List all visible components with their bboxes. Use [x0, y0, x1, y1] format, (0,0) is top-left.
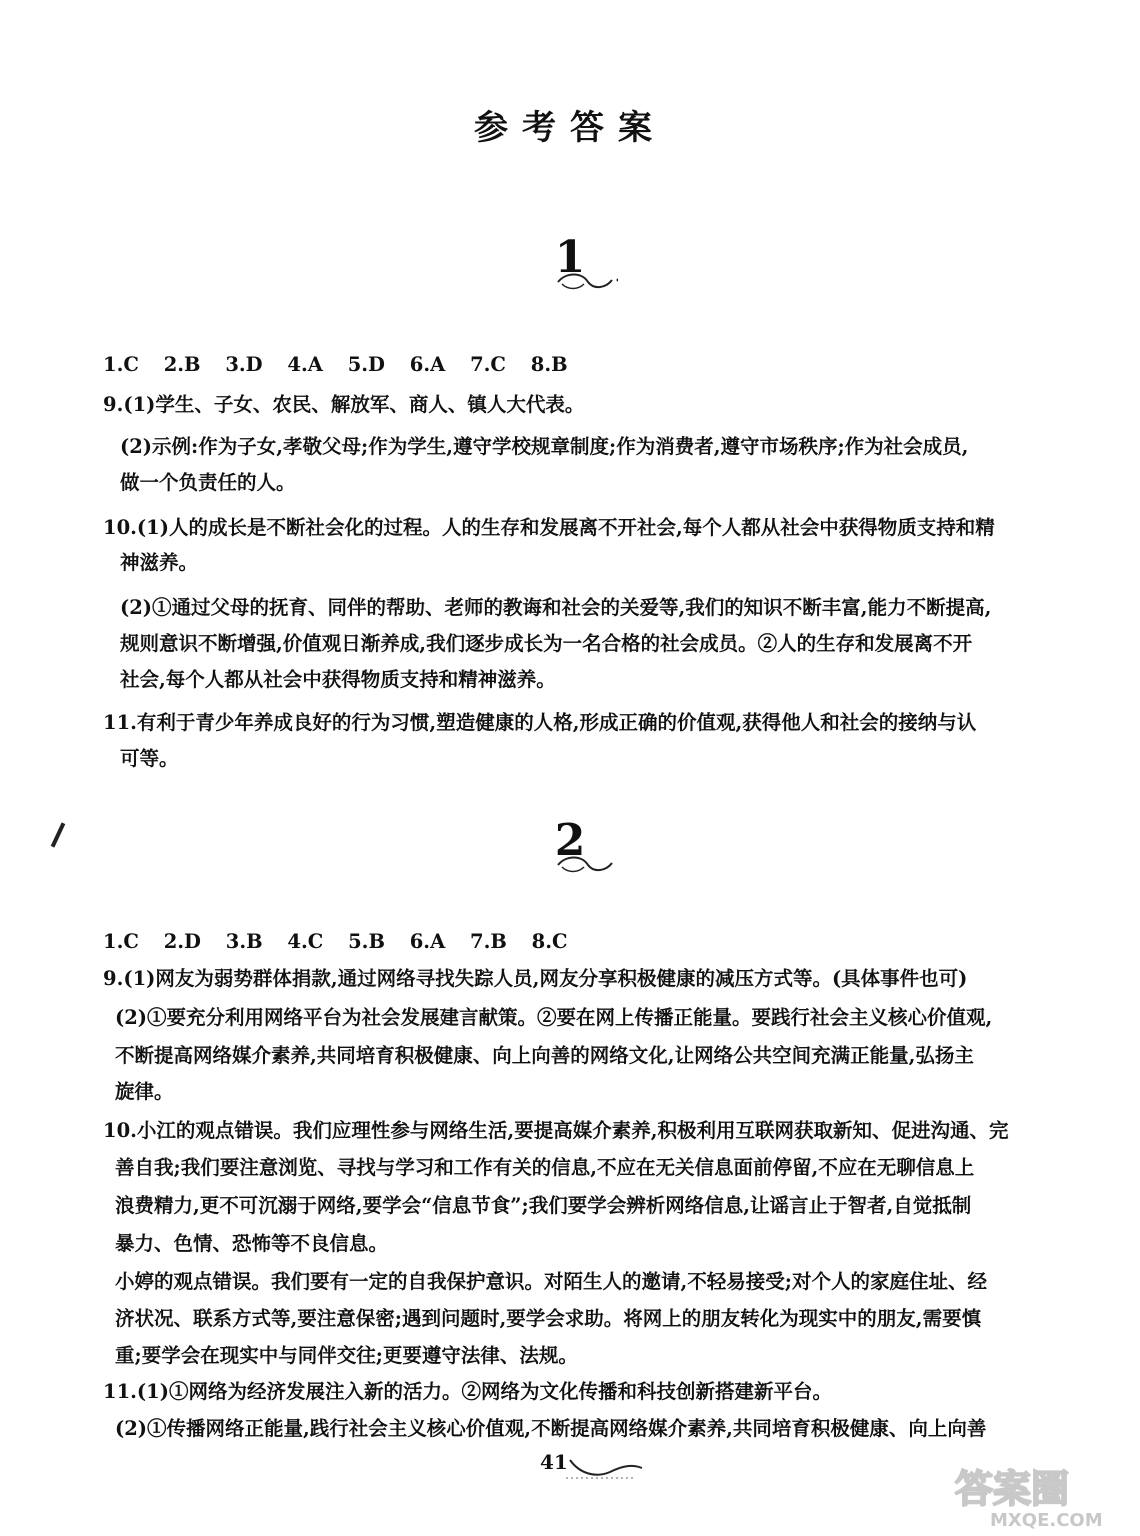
page-ornament-icon — [566, 1452, 646, 1482]
section-1-mcq-row — [103, 352, 586, 378]
answer-line: 暴力、色情、恐怖等不良信息。 — [115, 1232, 389, 1255]
answer-line: 做一个负责任的人。 — [120, 471, 296, 494]
answer-line: 11.(1)①网络为经济发展注入新的活力。②网络为文化传播和科技创新搭建新平台。 — [103, 1380, 832, 1403]
answer-line: 社会,每个人都从社会中获得物质支持和精神滋养。 — [120, 668, 556, 691]
mcq-answer: 8.B — [530, 353, 568, 376]
mcq-answer: 5.B — [348, 930, 385, 953]
answer-line: (2)示例:作为子女,孝敬父母;作为学生,遵守学校规章制度;作为消费者,遵守市场秩序;作为社会成员, — [120, 435, 969, 458]
answer-line: (2)①传播网络正能量,践行社会主义核心价值观,不断提高网络媒介素养,共同培育积极健康、向上向善 — [115, 1417, 987, 1440]
answer-line: (2)①通过父母的抚育、同伴的帮助、老师的教诲和社会的关爱等,我们的知识不断丰富,能力不断提高, — [120, 596, 992, 619]
answer-line: 济状况、联系方式等,要注意保密;遇到问题时,要学会求助。将网上的朋友转化为现实中的朋友,需要慎 — [115, 1307, 982, 1330]
mcq-answer: 2.B — [163, 353, 201, 376]
section-1-ornament-icon — [548, 270, 618, 292]
page-number: 41 — [540, 1450, 568, 1474]
mcq-answer: 1.C — [103, 353, 139, 376]
section-2-ornament-icon — [548, 853, 618, 875]
mcq-answer: 3.D — [225, 353, 263, 376]
mcq-answer: 6.A — [409, 353, 446, 376]
mcq-answer: 1.C — [103, 930, 139, 953]
svg-text:答案圈: 答案圈 — [955, 1467, 1070, 1511]
answer-line: 浪费精力,更不可沉溺于网络,要学会“信息节食”;我们要学会辨析网络信息,让谣言止于智者,自觉抵制 — [115, 1194, 972, 1217]
page-title: 参考答案 — [474, 108, 666, 148]
section-1-number: 1 — [554, 232, 586, 283]
watermark-logo-icon — [950, 1462, 1130, 1532]
svg-text:MXQE.COM: MXQE.COM — [990, 1510, 1103, 1531]
answer-line: 旋律。 — [115, 1080, 174, 1103]
answer-line: 不断提高网络媒介素养,共同培育积极健康、向上向善的网络文化,让网络公共空间充满正能量,弘扬主 — [115, 1044, 974, 1067]
mcq-answer: 8.C — [531, 930, 568, 953]
answer-line: 10.(1)人的成长是不断社会化的过程。人的生存和发展离不开社会,每个人都从社会中获得物质支持和精 — [103, 516, 995, 539]
mcq-answer: 5.D — [347, 353, 385, 376]
answer-line: 小婷的观点错误。我们要有一定的自我保护意识。对陌生人的邀请,不轻易接受;对个人的家庭住址、经 — [115, 1270, 987, 1293]
answer-line: 重;要学会在现实中与同伴交往;更要遵守法律、法规。 — [115, 1344, 578, 1367]
answer-line: 9.(1)网友为弱势群体捐款,通过网络寻找失踪人员,网友分享积极健康的减压方式等。(具体事件也可) — [103, 967, 968, 990]
answer-line: 可等。 — [120, 747, 179, 770]
answer-line: 9.(1)学生、子女、农民、解放军、商人、镇人大代表。 — [103, 393, 585, 416]
section-2-mcq-row — [103, 929, 586, 955]
answer-line: (2)①要充分利用网络平台为社会发展建言献策。②要在网上传播正能量。要践行社会主义核心价值观, — [115, 1006, 993, 1029]
answer-line: 善自我;我们要注意浏览、寻找与学习和工作有关的信息,不应在无关信息面前停留,不应在无聊信息上 — [115, 1156, 975, 1179]
mcq-answer: 7.B — [470, 930, 507, 953]
answer-line: 11.有利于青少年养成良好的行为习惯,塑造健康的人格,形成正确的价值观,获得他人和社会的接纳与认 — [103, 711, 977, 734]
answer-line: 规则意识不断增强,价值观日渐养成,我们逐步成长为一名合格的社会成员。②人的生存和发展离不开 — [120, 632, 973, 655]
mcq-answer: 7.C — [470, 353, 506, 376]
answer-line: 10.小江的观点错误。我们应理性参与网络生活,要提高媒介素养,积极利用互联网获取新知、促进沟通、完 — [103, 1119, 1009, 1142]
section-2-number: 2 — [554, 815, 586, 866]
answer-line: 神滋养。 — [120, 551, 199, 574]
mcq-answer: 6.A — [409, 930, 446, 953]
mcq-answer: 4.A — [287, 353, 323, 376]
mcq-answer: 2.D — [163, 930, 201, 953]
mcq-answer: 4.C — [287, 930, 324, 953]
mcq-answer: 3.B — [225, 930, 263, 953]
